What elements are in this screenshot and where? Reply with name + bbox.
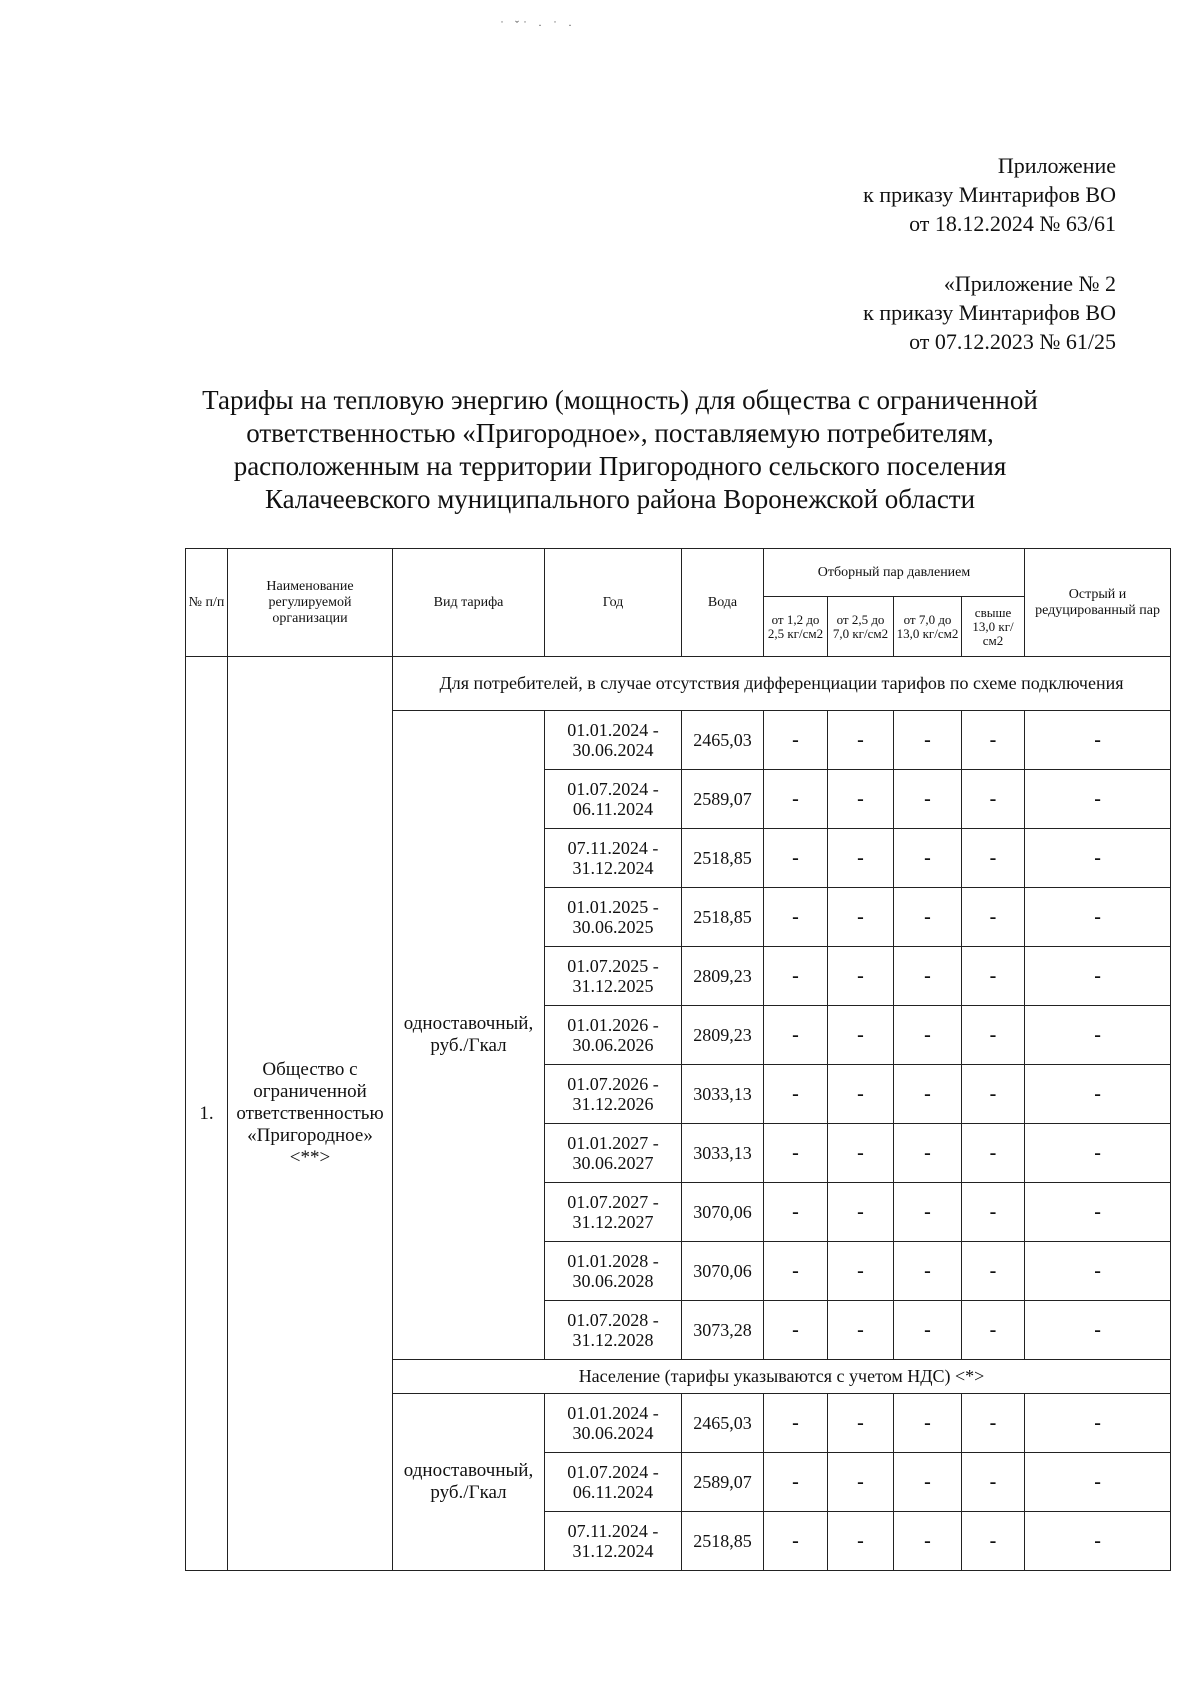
period-to: 31.12.2026: [572, 1094, 654, 1114]
empty-value-cell: -: [828, 829, 894, 888]
empty-value-cell: -: [764, 1301, 828, 1360]
tariff-kind-cell: одноставочный, руб./Гкал: [393, 1394, 545, 1571]
empty-value-cell: -: [894, 1124, 962, 1183]
empty-value-cell: -: [828, 1394, 894, 1453]
period-cell: [545, 1512, 682, 1571]
section1-heading-row: [186, 657, 1171, 711]
period-to: 30.06.2027: [572, 1153, 654, 1173]
empty-value-cell: -: [764, 1065, 828, 1124]
period-from: 01.07.2028 -: [567, 1310, 659, 1330]
scan-artifact: ˙ ˇ˙ · ˙ ·: [500, 18, 576, 32]
period-from: 07.11.2024 -: [567, 838, 659, 858]
empty-value-cell: -: [828, 1124, 894, 1183]
period-cell: [545, 1124, 682, 1183]
period-to: 06.11.2024: [572, 1482, 654, 1502]
section1-heading: Для потребителей, в случае отсутствия дифференциации тарифов по схеме подключения: [393, 657, 1171, 711]
empty-value-cell: -: [1025, 1006, 1171, 1065]
empty-value-cell: -: [764, 1183, 828, 1242]
period-cell: [545, 1183, 682, 1242]
tariff-kind-cell: одноставочный, руб./Гкал: [393, 711, 545, 1360]
empty-value-cell: -: [828, 1006, 894, 1065]
header-steam-group: Отборный пар давлением: [764, 549, 1025, 597]
empty-value-cell: -: [894, 1453, 962, 1512]
empty-value-cell: -: [1025, 1453, 1171, 1512]
period-to: 31.12.2025: [572, 976, 654, 996]
header-steam2: от 2,5 до 7,0 кг/см2: [828, 597, 894, 657]
water-tariff-cell: 3033,13: [682, 1065, 764, 1124]
empty-value-cell: -: [1025, 1065, 1171, 1124]
empty-value-cell: -: [894, 947, 962, 1006]
water-tariff-cell: 2465,03: [682, 711, 764, 770]
water-tariff-cell: 2518,85: [682, 888, 764, 947]
period-to: 31.12.2024: [572, 858, 654, 878]
empty-value-cell: -: [894, 1183, 962, 1242]
annex-current-line3: от 18.12.2024 № 63/61: [909, 211, 1116, 236]
header-num: № п/п: [186, 549, 228, 657]
empty-value-cell: -: [1025, 711, 1171, 770]
empty-value-cell: -: [894, 1065, 962, 1124]
empty-value-cell: -: [764, 947, 828, 1006]
header-sharp-steam: Острый и редуцированный пар: [1025, 549, 1171, 657]
water-tariff-cell: 3033,13: [682, 1124, 764, 1183]
empty-value-cell: -: [764, 1006, 828, 1065]
period-cell: [545, 770, 682, 829]
empty-value-cell: -: [894, 1394, 962, 1453]
title-line2: ответственностью «Пригородное», поставляемую потребителям,: [246, 418, 994, 448]
empty-value-cell: -: [1025, 1242, 1171, 1301]
annex-previous-line1: «Приложение № 2: [943, 271, 1116, 296]
water-tariff-cell: 2589,07: [682, 770, 764, 829]
empty-value-cell: -: [828, 1183, 894, 1242]
document-title: [180, 384, 1060, 516]
period-from: 01.07.2024 -: [567, 1462, 659, 1482]
empty-value-cell: -: [962, 829, 1025, 888]
period-to: 30.06.2026: [572, 1035, 654, 1055]
empty-value-cell: -: [894, 1301, 962, 1360]
row-number: 1.: [186, 657, 228, 1571]
annex-previous-line2: к приказу Минтарифов ВО: [863, 300, 1116, 325]
annex-current-line2: к приказу Минтарифов ВО: [863, 182, 1116, 207]
section2-heading: Население (тарифы указываются с учетом НДС) <*>: [393, 1360, 1171, 1394]
annex-previous-line3: от 07.12.2023 № 61/25: [909, 329, 1116, 354]
empty-value-cell: -: [894, 1242, 962, 1301]
empty-value-cell: -: [1025, 1394, 1171, 1453]
empty-value-cell: -: [828, 1301, 894, 1360]
header-year: Год: [545, 549, 682, 657]
empty-value-cell: -: [1025, 1301, 1171, 1360]
empty-value-cell: -: [828, 1242, 894, 1301]
period-to: 30.06.2024: [572, 1423, 654, 1443]
period-cell: [545, 1453, 682, 1512]
header-steam1: от 1,2 до 2,5 кг/см2: [764, 597, 828, 657]
period-cell: [545, 711, 682, 770]
period-to: 06.11.2024: [572, 799, 654, 819]
period-to: 31.12.2027: [572, 1212, 654, 1232]
title-line4: Калачеевского муниципального района Воронежской области: [264, 484, 976, 514]
empty-value-cell: -: [764, 1453, 828, 1512]
empty-value-cell: -: [828, 770, 894, 829]
empty-value-cell: -: [828, 1512, 894, 1571]
period-to: 30.06.2028: [572, 1271, 654, 1291]
empty-value-cell: -: [962, 1183, 1025, 1242]
empty-value-cell: -: [828, 1065, 894, 1124]
annex-previous: [863, 269, 1116, 356]
period-cell: [545, 1065, 682, 1124]
water-tariff-cell: 2809,23: [682, 1006, 764, 1065]
water-tariff-cell: 2518,85: [682, 829, 764, 888]
tariff-table: [185, 548, 1171, 1571]
period-cell: [545, 1006, 682, 1065]
empty-value-cell: -: [894, 711, 962, 770]
period-cell: [545, 947, 682, 1006]
period-cell: [545, 829, 682, 888]
empty-value-cell: -: [962, 770, 1025, 829]
water-tariff-cell: 3070,06: [682, 1242, 764, 1301]
header-steam4: свыше 13,0 кг/см2: [962, 597, 1025, 657]
org-name: Общество с ограниченной ответственностью «Пригородное» <**>: [228, 657, 393, 1571]
empty-value-cell: -: [962, 888, 1025, 947]
empty-value-cell: -: [1025, 1512, 1171, 1571]
empty-value-cell: -: [894, 770, 962, 829]
period-to: 30.06.2024: [572, 740, 654, 760]
title-line3: расположенным на территории Пригородного сельского поселения: [233, 451, 1007, 481]
header-row-1: [186, 549, 1171, 597]
empty-value-cell: -: [894, 1512, 962, 1571]
period-from: 01.01.2024 -: [567, 1403, 659, 1423]
empty-value-cell: -: [1025, 1183, 1171, 1242]
empty-value-cell: -: [828, 947, 894, 1006]
period-from: 01.01.2024 -: [567, 720, 659, 740]
period-from: 01.01.2026 -: [567, 1015, 659, 1035]
empty-value-cell: -: [1025, 947, 1171, 1006]
empty-value-cell: -: [1025, 829, 1171, 888]
period-from: 01.07.2025 -: [567, 956, 659, 976]
water-tariff-cell: 3073,28: [682, 1301, 764, 1360]
empty-value-cell: -: [962, 1512, 1025, 1571]
empty-value-cell: -: [1025, 770, 1171, 829]
period-from: 01.07.2027 -: [567, 1192, 659, 1212]
water-tariff-cell: 2809,23: [682, 947, 764, 1006]
empty-value-cell: -: [764, 888, 828, 947]
period-cell: [545, 1242, 682, 1301]
empty-value-cell: -: [828, 711, 894, 770]
empty-value-cell: -: [962, 1394, 1025, 1453]
empty-value-cell: -: [894, 1006, 962, 1065]
header-org: Наименование регулируемой организации: [228, 549, 393, 657]
period-to: 30.06.2025: [572, 917, 654, 937]
header-water: Вода: [682, 549, 764, 657]
empty-value-cell: -: [962, 1124, 1025, 1183]
empty-value-cell: -: [764, 711, 828, 770]
empty-value-cell: -: [764, 1512, 828, 1571]
empty-value-cell: -: [828, 1453, 894, 1512]
empty-value-cell: -: [764, 1242, 828, 1301]
empty-value-cell: -: [1025, 888, 1171, 947]
empty-value-cell: -: [894, 829, 962, 888]
empty-value-cell: -: [1025, 1124, 1171, 1183]
water-tariff-cell: 2518,85: [682, 1512, 764, 1571]
title-line1: Тарифы на тепловую энергию (мощность) для общества с ограниченной: [202, 385, 1038, 415]
empty-value-cell: -: [764, 1394, 828, 1453]
header-steam3: от 7,0 до 13,0 кг/см2: [894, 597, 962, 657]
period-cell: [545, 1394, 682, 1453]
empty-value-cell: -: [962, 947, 1025, 1006]
period-to: 31.12.2028: [572, 1330, 654, 1350]
water-tariff-cell: 3070,06: [682, 1183, 764, 1242]
annex-current-line1: Приложение: [997, 153, 1116, 178]
empty-value-cell: -: [962, 1301, 1025, 1360]
empty-value-cell: -: [962, 1065, 1025, 1124]
water-tariff-cell: 2589,07: [682, 1453, 764, 1512]
period-from: 01.01.2028 -: [567, 1251, 659, 1271]
period-from: 01.07.2024 -: [567, 779, 659, 799]
empty-value-cell: -: [764, 770, 828, 829]
water-tariff-cell: 2465,03: [682, 1394, 764, 1453]
empty-value-cell: -: [962, 1242, 1025, 1301]
annex-current: [863, 151, 1116, 238]
period-to: 31.12.2024: [572, 1541, 654, 1561]
period-from: 01.07.2026 -: [567, 1074, 659, 1094]
period-cell: [545, 888, 682, 947]
period-cell: [545, 1301, 682, 1360]
empty-value-cell: -: [764, 829, 828, 888]
period-from: 01.01.2027 -: [567, 1133, 659, 1153]
header-tariff-kind: Вид тарифа: [393, 549, 545, 657]
empty-value-cell: -: [894, 888, 962, 947]
empty-value-cell: -: [962, 1006, 1025, 1065]
empty-value-cell: -: [962, 711, 1025, 770]
empty-value-cell: -: [962, 1453, 1025, 1512]
period-from: 07.11.2024 -: [567, 1521, 659, 1541]
period-from: 01.01.2025 -: [567, 897, 659, 917]
empty-value-cell: -: [764, 1124, 828, 1183]
empty-value-cell: -: [828, 888, 894, 947]
